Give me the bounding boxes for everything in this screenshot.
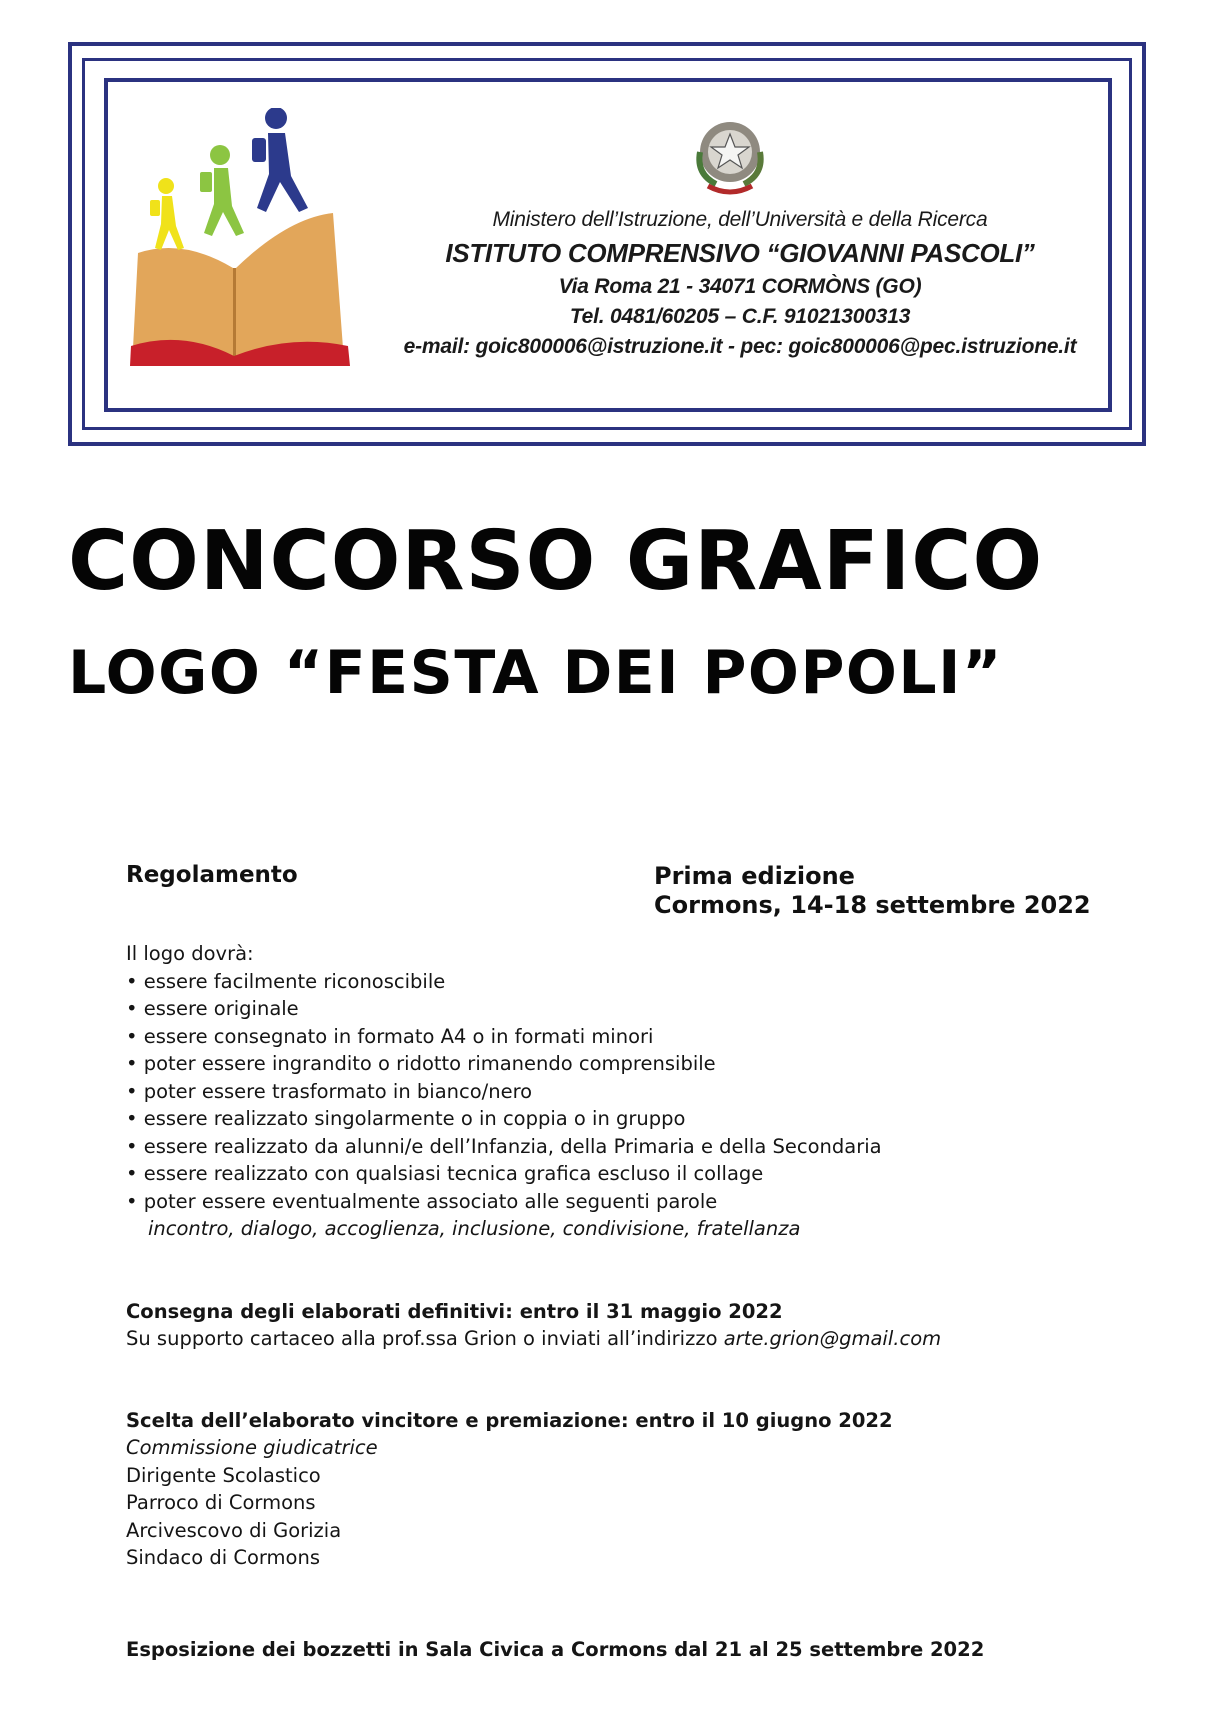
rule-item: • essere consegnato in formato A4 o in formati minori [126,1024,654,1048]
school-header [380,208,1100,365]
school-email: e-mail: goic800006@istruzione.it - pec: goic800006@pec.istruzione.it [403,335,1077,358]
selection-heading: Scelta dell’elaborato vincitore e premiazione: entro il 10 giugno 2022 [126,1408,893,1432]
school-children-book-logo [128,108,358,368]
commission-label: Commissione giudicatrice [126,1436,378,1459]
commission-member: Arcivescovo di Gorizia [126,1518,342,1542]
rule-item: • poter essere trasformato in bianco/nero [126,1079,533,1103]
delivery-text [126,1325,1166,1353]
rule-keywords: incontro, dialogo, accoglienza, inclusione, condivisione, fratellanza [148,1217,801,1240]
commission-member: Sindaco di Cormons [126,1546,320,1569]
rules-body [126,940,1166,1663]
rule-item: • poter essere eventualmente associato alle seguenti parole [126,1189,718,1213]
rules-intro: Il logo dovrà: [126,942,254,965]
rule-item: • poter essere ingrandito o ridotto rimanendo comprensibile [126,1052,716,1075]
rule-item: • essere realizzato da alunni/e dell’Infanzia, della Primaria e della Secondaria [126,1134,882,1158]
exhibition-info: Esposizione dei bozzetti in Sala Civica a Cormons dal 21 al 25 settembre 2022 [126,1637,985,1661]
school-name: ISTITUTO COMPRENSIVO “GIOVANNI PASCOLI” [445,238,1035,268]
edition-name: Prima edizione [654,862,855,890]
italian-republic-emblem [682,112,778,200]
delivery-heading: Consegna degli elaborati definitivi: entro il 31 maggio 2022 [126,1299,783,1323]
delivery-instructions: Su supporto cartaceo alla prof.ssa Grion o inviati all’indirizzo [126,1327,724,1350]
rule-item: • essere realizzato singolarmente o in coppia o in gruppo [126,1107,686,1130]
edition-dates: Cormons, 14-18 settembre 2022 [654,891,1091,919]
ministry-name: Ministero dell’Istruzione, dell’Università e della Ricerca [492,208,988,231]
delivery-email-link[interactable]: arte.grion@gmail.com [723,1327,942,1350]
rule-item: • essere realizzato con qualsiasi tecnica grafica escluso il collage [126,1162,764,1185]
page-subtitle: LOGO “FESTA DEI POPOLI” [68,638,1003,708]
edition-info [654,862,1091,920]
commission-member: Dirigente Scolastico [126,1463,321,1487]
page-title: CONCORSO GRAFICO [68,514,1044,609]
regolamento-heading: Regolamento [126,862,298,888]
school-phone: Tel. 0481/60205 – C.F. 91021300313 [569,305,911,328]
rule-item: • essere originale [126,997,299,1020]
commission-member: Parroco di Cormons [126,1491,316,1514]
rule-item: • essere facilmente riconoscibile [126,969,446,993]
school-address: Via Roma 21 - 34071 CORMÒNS (GO) [558,275,922,298]
